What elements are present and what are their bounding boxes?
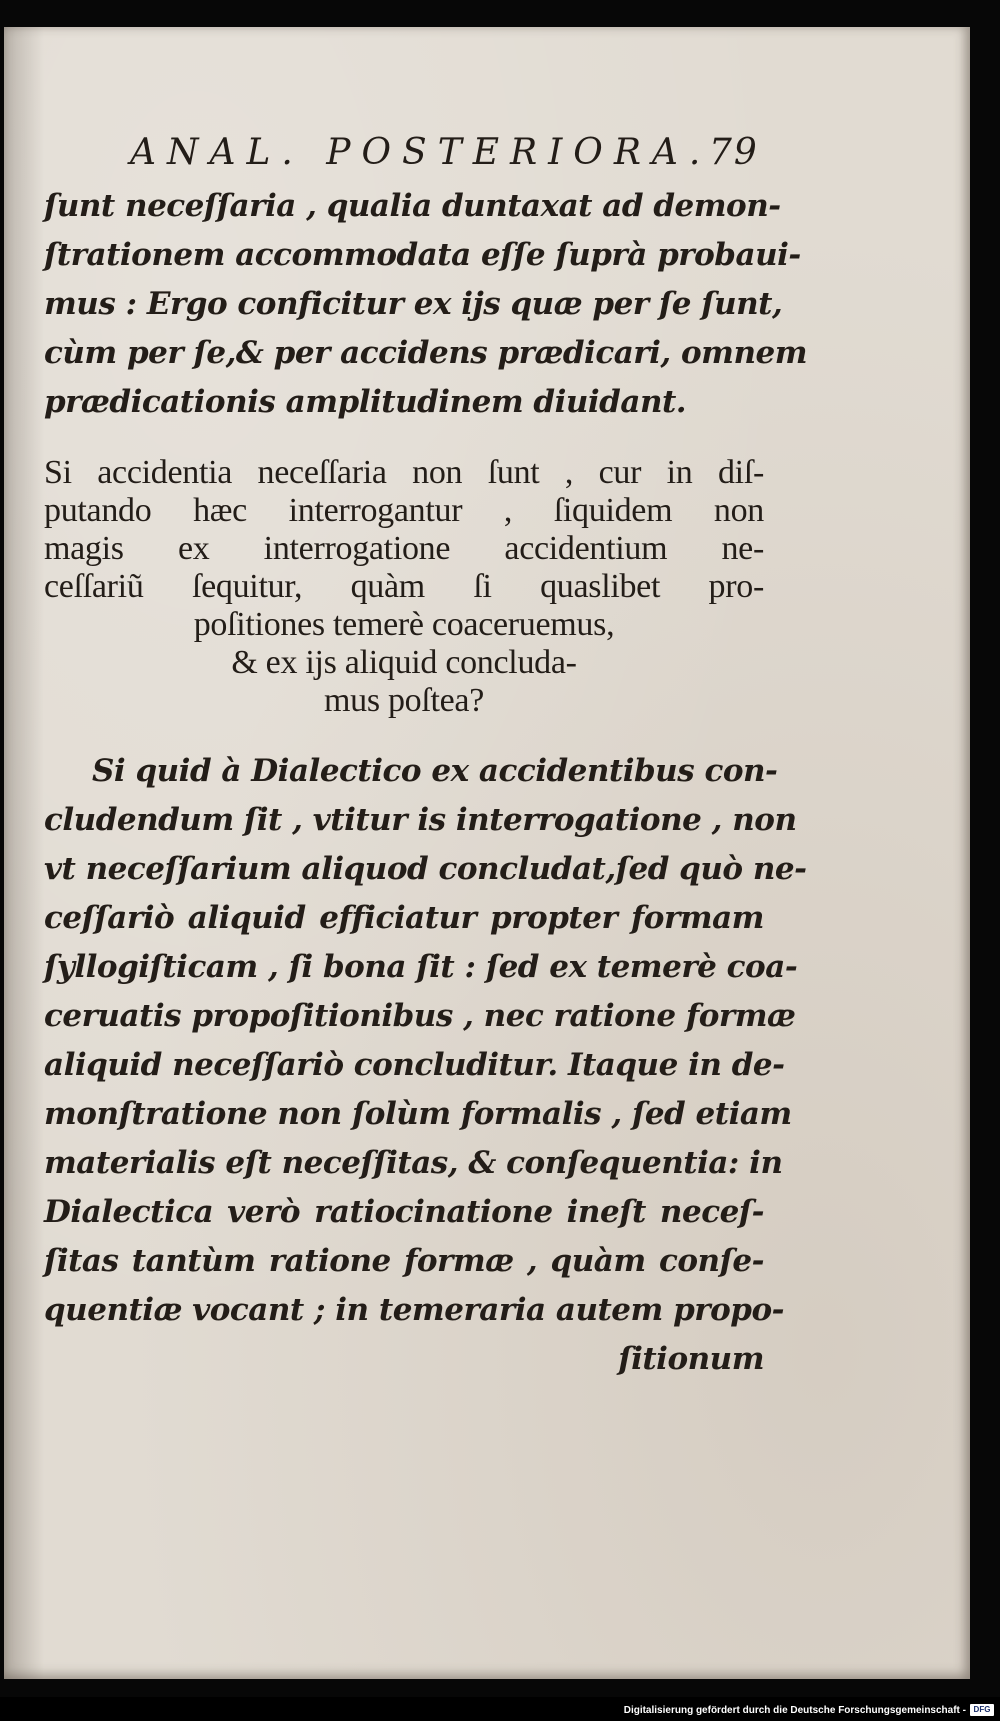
- running-head-title: ANAL. POSTERIORA.: [130, 132, 712, 173]
- running-head: [44, 122, 764, 182]
- text-line: materialis eſt neceſſitas, & conſequentia: in: [44, 1145, 783, 1181]
- catchword: ſitionum: [618, 1341, 764, 1377]
- text-line: ceſſariũ ſequitur, quàm ſi quaslibet pro-: [44, 568, 764, 605]
- text-line: cùm per ſe,& per accidens prædicari, omnem: [44, 335, 808, 371]
- question-paragraph: [44, 454, 764, 720]
- text-line: ceruatis propoſitionibus , nec ratione formæ: [44, 998, 796, 1034]
- text-line: monſtratione non ſolùm formalis , ſed etiam: [44, 1096, 792, 1132]
- text-line: aliquid neceſſariò concluditur. Itaque in de-: [44, 1047, 785, 1083]
- page-number: 79: [709, 132, 759, 173]
- text-line: Si quid à Dialectico ex accidentibus con-: [92, 753, 778, 789]
- text-line: ſitas tantùm ratione formæ , quàm conſe-: [44, 1243, 764, 1279]
- funding-credit: Digitalisierung gefördert durch die Deutsche Forschungsgemeinschaft -: [623, 1705, 966, 1716]
- text-line: ceſſariò aliquid efficiatur propter formam: [44, 900, 764, 936]
- footer-bar: [0, 1697, 1000, 1721]
- answer-paragraph: [44, 747, 807, 1384]
- text-line: Dialectica verò ratiocinatione ineſt neceſ-: [44, 1194, 764, 1230]
- text-line: cludendum ſit , vtitur is interrogatione , non: [44, 802, 797, 838]
- text-line: magis ex interrogatione accidentium ne-: [44, 530, 764, 567]
- text-line: vt neceſſarium aliquod concludat,ſed quò ne-: [44, 851, 807, 887]
- paragraph-1: [44, 182, 808, 427]
- text-line: ſtrationem accommodata eſſe ſuprà probaui-: [44, 237, 801, 273]
- text-line: & ex ijs aliquid concluda-: [231, 644, 577, 681]
- dfg-logo: DFG: [970, 1704, 994, 1716]
- text-line: mus : Ergo conficitur ex ijs quæ per ſe ſunt,: [44, 286, 783, 322]
- text-line: ſunt neceſſaria , qualia duntaxat ad demon-: [44, 188, 781, 224]
- text-line: Si accidentia neceſſaria non ſunt , cur in diſ-: [44, 454, 764, 491]
- text-line: mus poſtea?: [323, 682, 485, 719]
- text-line: prædicationis amplitudinem diuidant.: [44, 384, 687, 420]
- book-page: [4, 27, 970, 1679]
- page-text: [44, 122, 808, 1384]
- text-line: quentiæ vocant ; in temeraria autem propo-: [44, 1292, 785, 1328]
- text-line: putando hæc interrogantur , ſiquidem non: [44, 492, 764, 529]
- text-line: ſyllogiſticam , ſi bona ſit : ſed ex temerè coa-: [44, 949, 798, 985]
- text-line: poſitiones temerè coaceruemus,: [193, 606, 615, 643]
